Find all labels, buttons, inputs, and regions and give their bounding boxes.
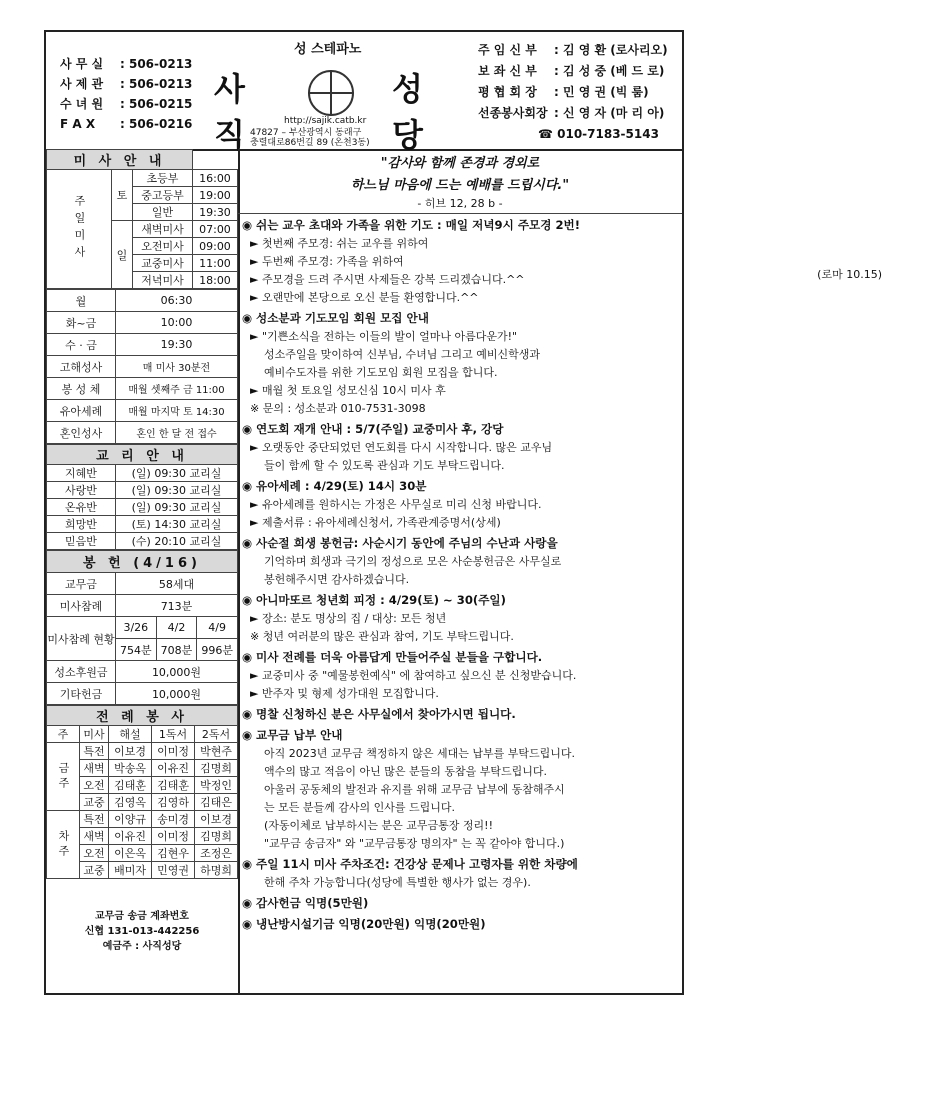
notice-line: ※ 청년 여러분의 많은 관심과 참여, 기도 부탁드립니다.: [250, 630, 514, 643]
service-cell: 박정인: [195, 777, 238, 794]
offering-value: 58세대: [116, 573, 238, 595]
class-time: (수) 20:10 교리실: [116, 533, 238, 550]
service-cell: 오전: [80, 845, 109, 862]
quote-line: "감사와 함께 존경과 경외로: [380, 156, 540, 171]
weekday-time: 19:30: [116, 334, 238, 356]
sacrament-time: 혼인 한 달 전 접수: [116, 422, 238, 444]
table-row: [47, 726, 238, 743]
office-label: F A X: [60, 117, 96, 131]
service-week: 차주: [47, 811, 80, 879]
church-title-word1: 사직: [214, 70, 247, 154]
notice-line: 기억하며 희생과 극기의 정성으로 모은 사순봉헌금은 사무실로: [264, 555, 562, 568]
bullet-circle-icon: ◉: [242, 707, 253, 721]
scripture-quote: [238, 149, 682, 211]
table-row: [47, 533, 238, 550]
service-cell: 박송옥: [109, 760, 152, 777]
service-col-header: 2독서: [195, 726, 238, 743]
table-row: [47, 400, 238, 422]
notice-title: 성소분과 기도모임 회원 모집 안내: [256, 311, 429, 325]
service-cell: 이보경: [195, 811, 238, 828]
notice-line: 한해 주차 가능합니다(성당에 특별한 행사가 없는 경우).: [264, 876, 531, 889]
offering-label: 기타헌금: [47, 683, 116, 705]
church-url[interactable]: http://sajik.catb.kr: [284, 116, 367, 126]
offering-value: 713분: [116, 595, 238, 617]
service-col-header: 해설: [109, 726, 152, 743]
service-cell: 조정은: [195, 845, 238, 862]
sacrament-time: 매월 마지막 토 14:30: [116, 400, 238, 422]
mass-name: 새벽미사: [133, 221, 193, 238]
notice-title: 교무금 납부 안내: [256, 728, 343, 742]
notice-line: ► 반주자 및 형제 성가대원 모집합니다.: [250, 687, 439, 700]
notice-heading: [242, 216, 678, 235]
table-row: [47, 356, 238, 378]
service-cell: 김태훈: [109, 777, 152, 794]
mass-title: 미 사 안 내: [47, 150, 193, 170]
sacrament-time: 매 미사 30분전: [116, 356, 238, 378]
office-contact: [60, 114, 192, 134]
office-contact: [60, 94, 192, 114]
bank-line: 예금주 : 사직성당: [102, 941, 182, 952]
bullet-circle-icon: ◉: [242, 479, 253, 493]
bullet-circle-icon: ◉: [242, 728, 253, 742]
offering-value: 10,000원: [116, 661, 238, 683]
mass-name: 중고등부: [133, 187, 193, 204]
table-row: [47, 516, 238, 533]
bullet-circle-icon: ◉: [242, 650, 253, 664]
staff-row: [478, 82, 668, 103]
notice-line: ※ 문의 : 성소분과 010-7531-3098: [250, 402, 426, 415]
table-row: [47, 743, 238, 760]
offering-label: 미사참례: [47, 595, 116, 617]
table-row: [47, 482, 238, 499]
class-time: (일) 09:30 교리실: [116, 482, 238, 499]
address-line: 47827 – 부산광역시 동래구: [250, 128, 362, 138]
notice-title: 아니마또르 청년회 피정 : 4/29(토) ~ 30(주일): [256, 593, 506, 607]
notice-line: ► 첫번째 주모경: 쉬는 교우를 위하여: [250, 237, 429, 250]
class-time: (일) 09:30 교리실: [116, 465, 238, 482]
mass-time: 09:00: [192, 238, 237, 255]
offering-label: 성소후원금: [47, 661, 116, 683]
notice-line: 아직 2023년 교무금 책정하지 않은 세대는 납부를 부탁드립니다.: [264, 747, 575, 760]
bank-line: 신협 131-013-442256: [84, 926, 200, 937]
catechism-title: 교 리 안 내: [47, 445, 238, 465]
office-value: : 506-0213: [120, 57, 193, 71]
sat-label: 토: [112, 170, 133, 221]
service-cell: 이양규: [109, 811, 152, 828]
church-title-word2: 성당: [392, 70, 425, 154]
quote-reference: - 히브 12, 28 b -: [417, 197, 503, 210]
notice-line: 들이 함께 할 수 있도록 관심과 기도 부탁드립니다.: [264, 459, 505, 472]
table-row: [47, 378, 238, 400]
service-cell: 김명희: [195, 828, 238, 845]
notice-line: 는 모든 분들께 감사의 인사를 드립니다.: [264, 801, 455, 814]
table-row: [47, 595, 238, 617]
offering-value: 10,000원: [116, 683, 238, 705]
mass-name: 일반: [133, 204, 193, 221]
service-cell: 김영하: [152, 794, 195, 811]
class-time: (일) 09:30 교리실: [116, 499, 238, 516]
notice-line: 액수의 많고 적음이 아닌 많은 분들의 동참을 부탁드립니다.: [264, 765, 547, 778]
bullet-circle-icon: ◉: [242, 218, 253, 232]
notice-title: 쉬는 교우 초대와 가족을 위한 기도 : 매일 저녁9시 주모경 2번!: [256, 218, 581, 232]
right-column: [238, 149, 882, 995]
service-cell: 특전: [80, 811, 109, 828]
staff-role: 선종봉사회장: [478, 106, 548, 120]
service-cell: 김현우: [152, 845, 195, 862]
notice-line: "교무금 송금자" 와 "교무금통장 명의자" 는 꼭 같아야 합니다.): [264, 837, 565, 850]
notice-line: ► 매월 첫 토요일 성모신심 10시 미사 후: [250, 384, 446, 397]
weekday-time: 06:30: [116, 290, 238, 312]
staff-name: : 김 성 중 (베 드 로): [554, 64, 665, 78]
table-row: [47, 683, 238, 705]
notice-line: 아울러 공동체의 발전과 유지를 위해 교무금 납부에 동참해주시: [264, 783, 565, 796]
table-row: [47, 312, 238, 334]
service-cell: 김명희: [195, 760, 238, 777]
staff-name: : 신 영 자 (마 리 아): [554, 106, 665, 120]
table-row: [47, 422, 238, 444]
office-value: : 506-0213: [120, 77, 193, 91]
table-row: [47, 661, 238, 683]
service-cell: 새벽: [80, 828, 109, 845]
bullet-circle-icon: ◉: [242, 311, 253, 325]
service-cell: 이은옥: [109, 845, 152, 862]
notice-line: 예비수도자를 위한 기도모임 회원 모집을 합니다.: [264, 366, 498, 379]
weekday: 화~금: [47, 312, 116, 334]
staff-list: [478, 40, 668, 145]
notice-line: (로마 10.15): [817, 268, 882, 281]
table-row: [47, 617, 238, 639]
bullet-circle-icon: ◉: [242, 422, 253, 436]
notice-title: 감사헌금 익명(5만원): [256, 896, 369, 910]
offering-title: 봉 헌 (4/16): [47, 551, 238, 573]
table-row: [47, 499, 238, 516]
left-column: [46, 149, 240, 995]
class-name: 온유반: [47, 499, 116, 516]
service-cell: 교중: [80, 794, 109, 811]
church-subtitle: 성 스테파노: [294, 42, 362, 57]
mass-time: 07:00: [192, 221, 237, 238]
office-value: : 506-0215: [120, 97, 193, 111]
notice-line: 봉헌해주시면 감사하겠습니다.: [264, 573, 410, 586]
sacrament: 혼인성사: [47, 422, 116, 444]
sacrament: 봉 성 체: [47, 378, 116, 400]
staff-role: 주 임 신 부: [478, 43, 537, 57]
notice-title: 주일 11시 미사 주차조건: 건강상 문제나 고령자를 위한 차량에: [256, 857, 578, 871]
service-col-header: 주: [47, 726, 80, 743]
mass-table: [46, 149, 238, 289]
catechism-table: [46, 444, 238, 550]
notice-line: ► 장소: 분도 명상의 집 / 대상: 모든 청년: [250, 612, 447, 625]
table-row: [47, 465, 238, 482]
mass-time: 18:00: [192, 272, 237, 289]
service-cell: 김태훈: [152, 777, 195, 794]
mass-time: 16:00: [192, 170, 237, 187]
address-line: 충렬대로86번길 89 (온천3동): [250, 138, 370, 148]
attendance-value: 754분: [116, 639, 157, 661]
service-cell: 송미경: [152, 811, 195, 828]
notice-line: ► 교중미사 중 "예물봉헌예식" 에 참여하고 싶으신 분 신청받습니다.: [250, 669, 577, 682]
staff-role: 평 협 회 장: [478, 85, 537, 99]
sacrament: 고해성사: [47, 356, 116, 378]
mass-name: 교중미사: [133, 255, 193, 272]
office-contact: [60, 54, 192, 74]
weekday-table: [46, 289, 238, 444]
office-contacts: [60, 54, 192, 134]
staff-row: [478, 103, 668, 124]
office-label: 수 녀 원: [60, 97, 104, 111]
notice-line: ► 오랫동안 중단되었던 연도회를 다시 시작합니다. 많은 교우님: [250, 441, 553, 454]
attendance-date: 4/2: [156, 617, 197, 639]
notice-list: [238, 213, 882, 934]
notice-title: 유아세례 : 4/29(토) 14시 30분: [256, 479, 427, 493]
bullet-circle-icon: ◉: [242, 857, 253, 871]
table-row: [47, 334, 238, 356]
notice-line: 성소주일을 맞이하여 신부님, 수녀님 그리고 예비신학생과: [264, 348, 541, 361]
bulletin-frame: [44, 30, 882, 995]
notice-title: 냉난방시설기금 익명(20만원) 익명(20만원): [256, 917, 486, 931]
table-row: [47, 811, 238, 828]
office-contact: [60, 74, 192, 94]
attendance-value: 996분: [197, 639, 238, 661]
service-cell: 민영권: [152, 862, 195, 879]
bullet-circle-icon: ◉: [242, 896, 253, 910]
mass-time: 19:30: [192, 204, 237, 221]
table-row: [47, 290, 238, 312]
bullet-circle-icon: ◉: [242, 536, 253, 550]
service-col-header: 미사: [80, 726, 109, 743]
bullet-circle-icon: ◉: [242, 917, 253, 931]
table-row: [47, 573, 238, 595]
staff-role: 보 좌 신 부: [478, 64, 537, 78]
service-cell: 이보경: [109, 743, 152, 760]
offering-label: 교무금: [47, 573, 116, 595]
service-title: 전 례 봉 사: [47, 706, 238, 726]
header: [46, 32, 682, 154]
mass-name: 오전미사: [133, 238, 193, 255]
class-name: 사랑반: [47, 482, 116, 499]
bullet-circle-icon: ◉: [242, 593, 253, 607]
attendance-label: 미사참례 현황: [47, 617, 116, 661]
office-label: 사 제 관: [60, 77, 104, 91]
weekday-time: 10:00: [116, 312, 238, 334]
staff-name: : 민 영 권 (빅 룸): [554, 85, 649, 99]
phone-number: ☎ 010-7183-5143: [538, 127, 659, 141]
notice-line: ► "기쁜소식을 전하는 이들의 발이 얼마나 아름다운가!": [250, 330, 518, 343]
bank-line: 교무금 송금 계좌번호: [95, 911, 189, 922]
service-cell: 하명희: [195, 862, 238, 879]
service-cell: 새벽: [80, 760, 109, 777]
service-week: 금주: [47, 743, 80, 811]
sacrament-time: 매월 셋째주 금 11:00: [116, 378, 238, 400]
mass-time: 11:00: [192, 255, 237, 272]
offering-table: [46, 550, 238, 705]
sunday-mass-label: 주일미사: [47, 170, 112, 289]
service-cell: 오전: [80, 777, 109, 794]
church-address: [250, 128, 370, 148]
notice-title: 미사 전례를 더욱 아름답게 만들어주실 분들을 구합니다.: [256, 650, 543, 664]
mass-name: 초등부: [133, 170, 193, 187]
notice-title: 연도회 재개 안내 : 5/7(주일) 교중미사 후, 강당: [256, 422, 504, 436]
notice-title: 사순절 희생 봉헌금: 사순시기 동안에 주님의 수난과 사랑을: [256, 536, 558, 550]
service-cell: 김영옥: [109, 794, 152, 811]
quote-line: 하느님 마음에 드는 예배를 드립시다.": [350, 178, 570, 193]
sacrament: 유아세례: [47, 400, 116, 422]
office-label: 사 무 실: [60, 57, 104, 71]
mass-time: 19:00: [192, 187, 237, 204]
table-row: [47, 170, 238, 187]
staff-row: [478, 40, 668, 61]
attendance-date: 4/9: [197, 617, 238, 639]
service-cell: 배미자: [109, 862, 152, 879]
staff-row: [478, 61, 668, 82]
service-cell: 이유진: [109, 828, 152, 845]
service-cell: 김태은: [195, 794, 238, 811]
service-cell: 박현주: [195, 743, 238, 760]
sun-label: 일: [112, 221, 133, 289]
attendance-date: 3/26: [116, 617, 157, 639]
service-col-header: 1독서: [152, 726, 195, 743]
staff-name: : 김 영 환 (로사리오): [554, 43, 668, 57]
office-value: : 506-0216: [120, 117, 193, 131]
class-name: 희망반: [47, 516, 116, 533]
notice-title: 명찰 신청하신 분은 사무실에서 찾아가시면 됩니다.: [256, 707, 516, 721]
class-time: (토) 14:30 교리실: [116, 516, 238, 533]
service-cell: 이미정: [152, 828, 195, 845]
service-cell: 이미정: [152, 743, 195, 760]
service-cell: 특전: [80, 743, 109, 760]
notice-line: ► 주모경을 드려 주시면 사제들은 강복 드리겠습니다.^^: [250, 273, 525, 286]
mass-name: 저녁미사: [133, 272, 193, 289]
notice-line: ► 오랜만에 본당으로 오신 분들 환영합니다.^^: [250, 291, 479, 304]
notice-line: (자동이체로 납부하시는 분은 교무금통장 정리!!: [264, 819, 493, 832]
notice-line: ► 두번째 주모경: 가족을 위하여: [250, 255, 404, 268]
class-name: 믿음반: [47, 533, 116, 550]
weekday: 월: [47, 290, 116, 312]
bank-info: [46, 879, 238, 954]
service-cell: 이유진: [152, 760, 195, 777]
service-table: [46, 705, 238, 879]
cross-logo-icon: [308, 70, 354, 116]
notice-line: ► 제출서류 : 유아세례신청서, 가족관계증명서(상세): [250, 516, 501, 529]
class-name: 지혜반: [47, 465, 116, 482]
attendance-value: 708분: [156, 639, 197, 661]
weekday: 수 · 금: [47, 334, 116, 356]
notice-line: ► 유아세례를 원하시는 가정은 사무실로 미리 신청 바랍니다.: [250, 498, 542, 511]
service-cell: 교중: [80, 862, 109, 879]
